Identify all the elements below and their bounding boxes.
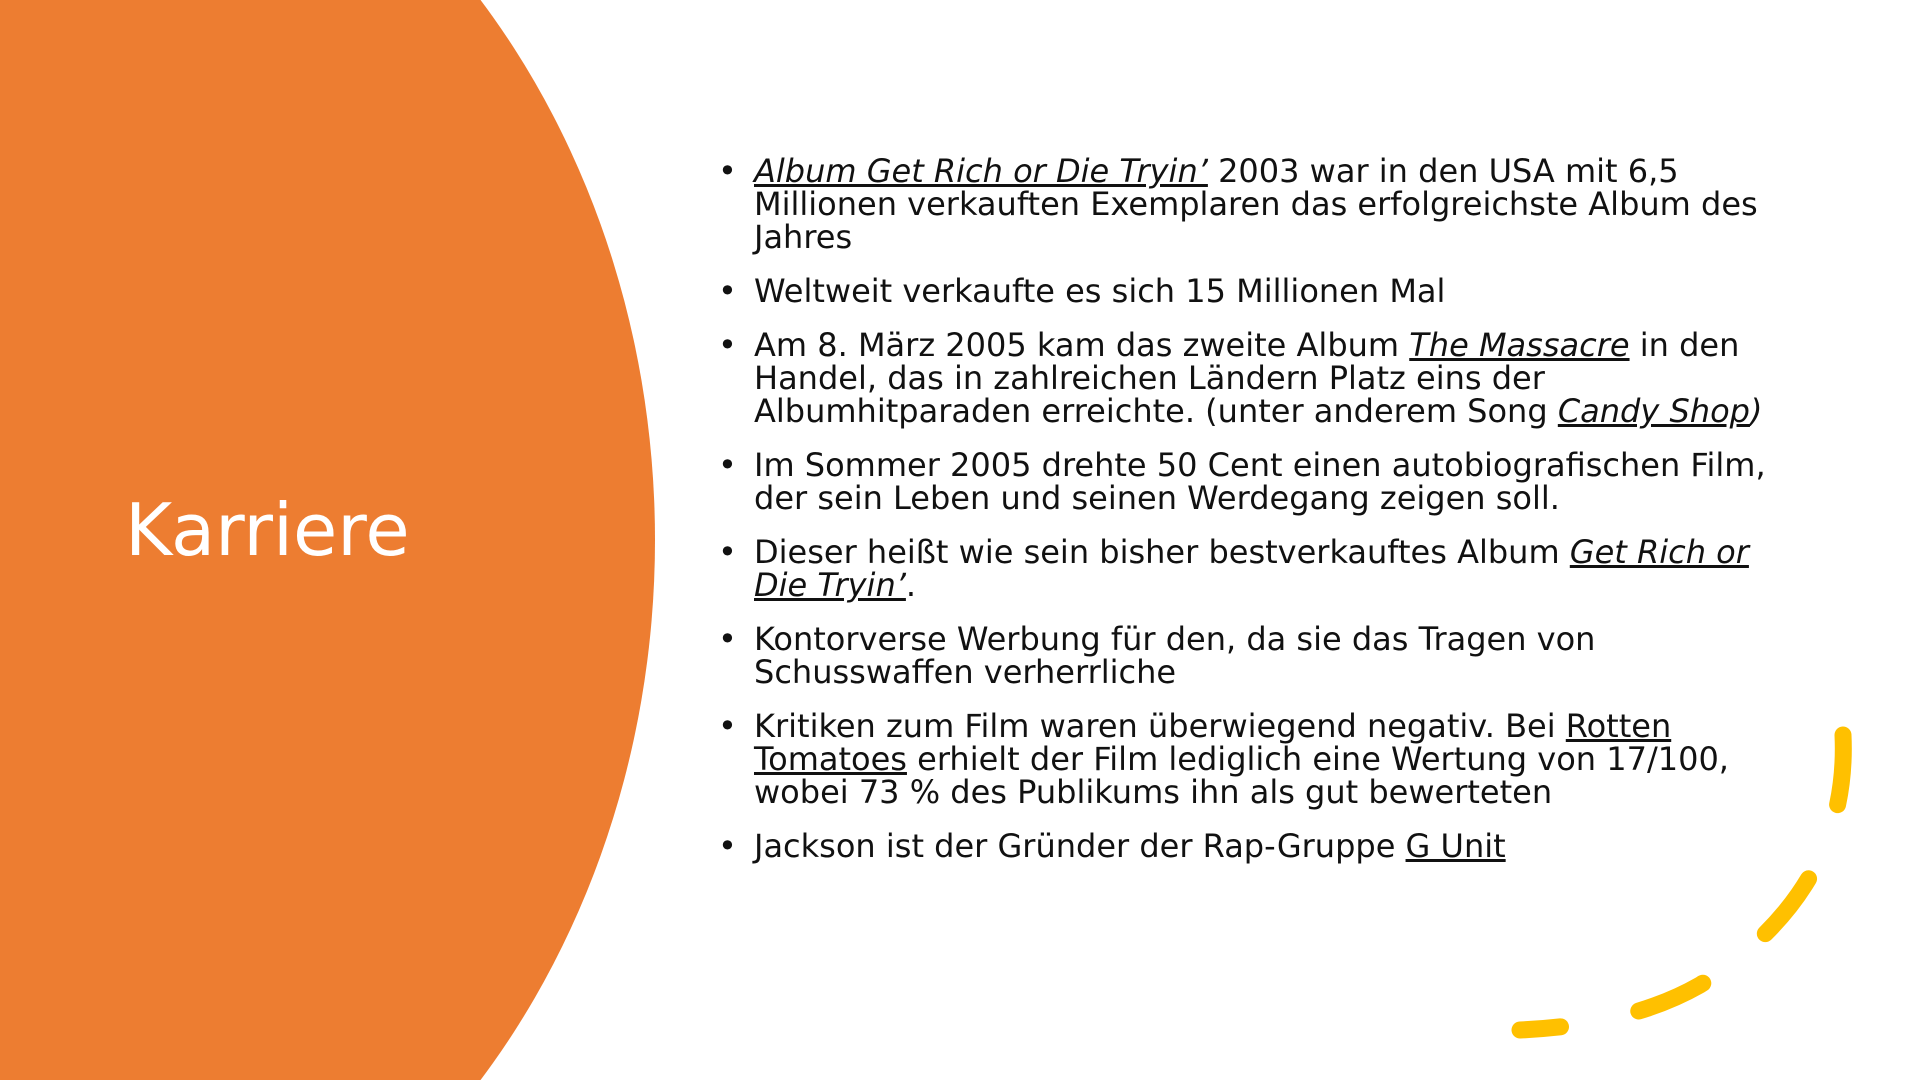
slide-title: Karriere: [125, 488, 410, 572]
bullet-text: erhielt der Film lediglich eine Wertung von 17/100, wobei 73 % des Publikums ihn als gut bewerteten: [754, 740, 1729, 811]
bullet-item: [718, 446, 1808, 517]
bullet-item: [718, 326, 1808, 430]
bullet-text: Jackson ist der Gründer der Rap-Gruppe: [754, 827, 1406, 865]
candy-shop-link[interactable]: Candy Shop: [1557, 392, 1750, 430]
bullet-item: [718, 272, 1808, 310]
rotten-tomatoes-link[interactable]: Rotten Tomatoes: [754, 707, 1672, 778]
bullet-text: .: [905, 566, 917, 604]
bullet-text: Am 8. März 2005 kam das zweite Album: [754, 326, 1410, 364]
bullet-item: [718, 620, 1808, 691]
bullet-text: in den Handel, das in zahlreichen Ländern Platz eins der Albumhitparaden erreichte. (unter anderem Song: [754, 326, 1740, 430]
bullet-item: [718, 707, 1808, 811]
bullet-text: Dieser heißt wie sein bisher bestverkauftes Album: [754, 533, 1570, 571]
bullet-text: Kritiken zum Film waren überwiegend negativ. Bei: [754, 707, 1566, 745]
bullet-item: [718, 533, 1808, 604]
bullet-text: Kontorverse Werbung für den, da sie das Tragen von Schusswaffen verherrliche: [754, 620, 1596, 691]
album-link[interactable]: Album Get Rich or Die Tryin’: [754, 152, 1208, 190]
bullet-item: [718, 827, 1808, 865]
g-unit-link[interactable]: G Unit: [1405, 827, 1506, 865]
bullet-list: [718, 152, 1808, 884]
bullet-text: ): [1749, 392, 1763, 430]
bullet-text: 2003 war in den USA mit 6,5 Millionen verkauften Exemplaren das erfolgreichste Album des Jahres: [754, 152, 1758, 256]
bullet-item: [718, 152, 1808, 256]
the-massacre-link[interactable]: The Massacre: [1409, 326, 1630, 364]
get-rich-link[interactable]: Get Rich or Die Tryin’: [754, 533, 1749, 604]
bullet-text: Im Sommer 2005 drehte 50 Cent einen autobiografischen Film, der sein Leben und seinen Werdegang zeigen soll.: [754, 446, 1766, 517]
bullet-text: Weltweit verkaufte es sich 15 Millionen Mal: [754, 272, 1446, 310]
